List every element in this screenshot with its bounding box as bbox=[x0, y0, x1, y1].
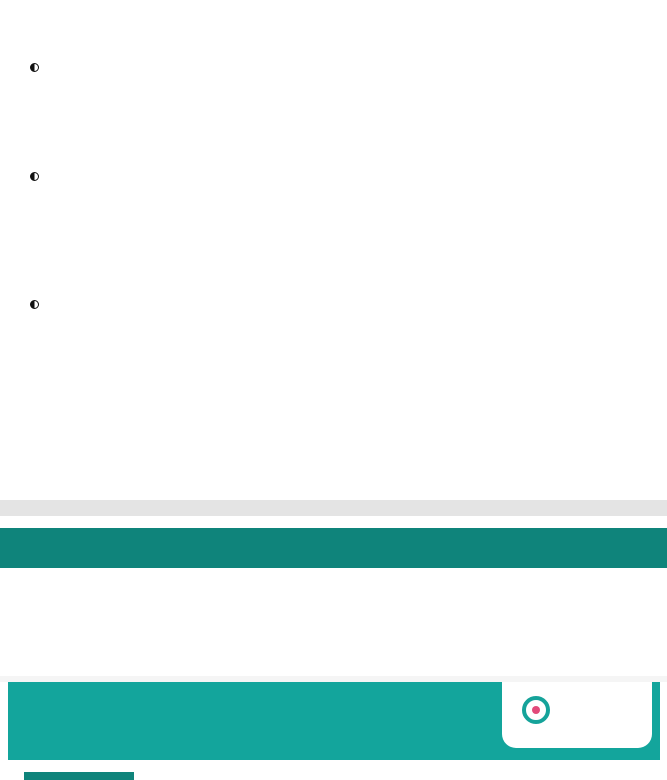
half-circle-icon bbox=[30, 172, 39, 181]
section-header-microdeletion bbox=[30, 300, 45, 309]
half-circle-icon bbox=[30, 63, 39, 72]
footer-tab bbox=[24, 772, 134, 780]
hero-banner bbox=[8, 682, 660, 760]
logo-mark-icon bbox=[522, 696, 550, 724]
half-circle-icon bbox=[30, 300, 39, 309]
report-banner bbox=[0, 528, 667, 568]
genomom-logo bbox=[502, 682, 652, 748]
page-break bbox=[0, 500, 667, 516]
section-header-trisomy-9-16-22 bbox=[30, 63, 45, 72]
section-header-sex-chromosome bbox=[30, 172, 45, 181]
